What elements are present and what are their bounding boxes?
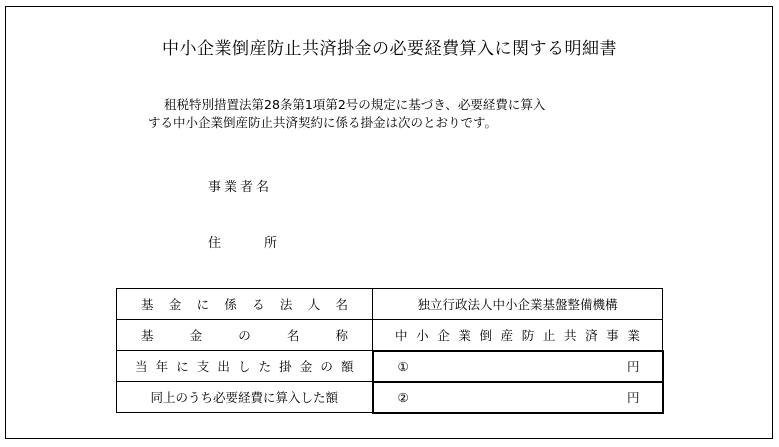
yen-unit: 円 <box>626 390 640 405</box>
row-label-cell <box>117 382 373 413</box>
business-name-label: 事業者名 <box>208 180 273 195</box>
address-label-char-1: 住 <box>208 236 222 251</box>
detail-table <box>116 288 664 414</box>
row-label-cell <box>117 320 373 351</box>
row-label: 基 金 の 名 称 <box>141 328 348 343</box>
fund-name: 中 小 企 業 倒 産 防 止 共 済 事 業 <box>395 327 640 343</box>
document-title: 中小企業倒産防止共済掛金の必要経費算入に関する明細書 <box>162 39 617 59</box>
table-row <box>117 320 663 351</box>
amount-marker: ② <box>397 389 409 405</box>
row-value-cell <box>373 289 663 320</box>
row-label: 当 年 に 支 出 し た 掛 金 の 額 <box>135 359 354 374</box>
row-label-cell <box>117 351 373 382</box>
row-label: 基 金 に 係 る 法 人 名 <box>141 297 348 312</box>
table-row <box>117 351 663 382</box>
amount-marker: ① <box>397 358 409 374</box>
row-label-cell <box>117 289 373 320</box>
row-label: 同上のうち必要経費に算入した額 <box>150 390 338 405</box>
amount-paid-field[interactable] <box>373 351 663 382</box>
amount-deducted-field[interactable] <box>373 382 663 413</box>
address-label <box>208 232 277 251</box>
intro-text <box>148 96 545 132</box>
address-label-char-2: 所 <box>264 236 278 251</box>
intro-line-1: 租税特別措置法第28条第1項第2号の規定に基づき、必要経費に算入 <box>164 97 546 112</box>
row-value-cell <box>373 320 663 351</box>
fund-corporation-name: 独立行政法人中小企業基盤整備機構 <box>417 297 618 312</box>
table-row <box>117 289 663 320</box>
table-row <box>117 382 663 413</box>
intro-line-2: する中小企業倒産防止共済契約に係る掛金は次のとおりです。 <box>148 115 498 130</box>
yen-unit: 円 <box>626 359 640 374</box>
